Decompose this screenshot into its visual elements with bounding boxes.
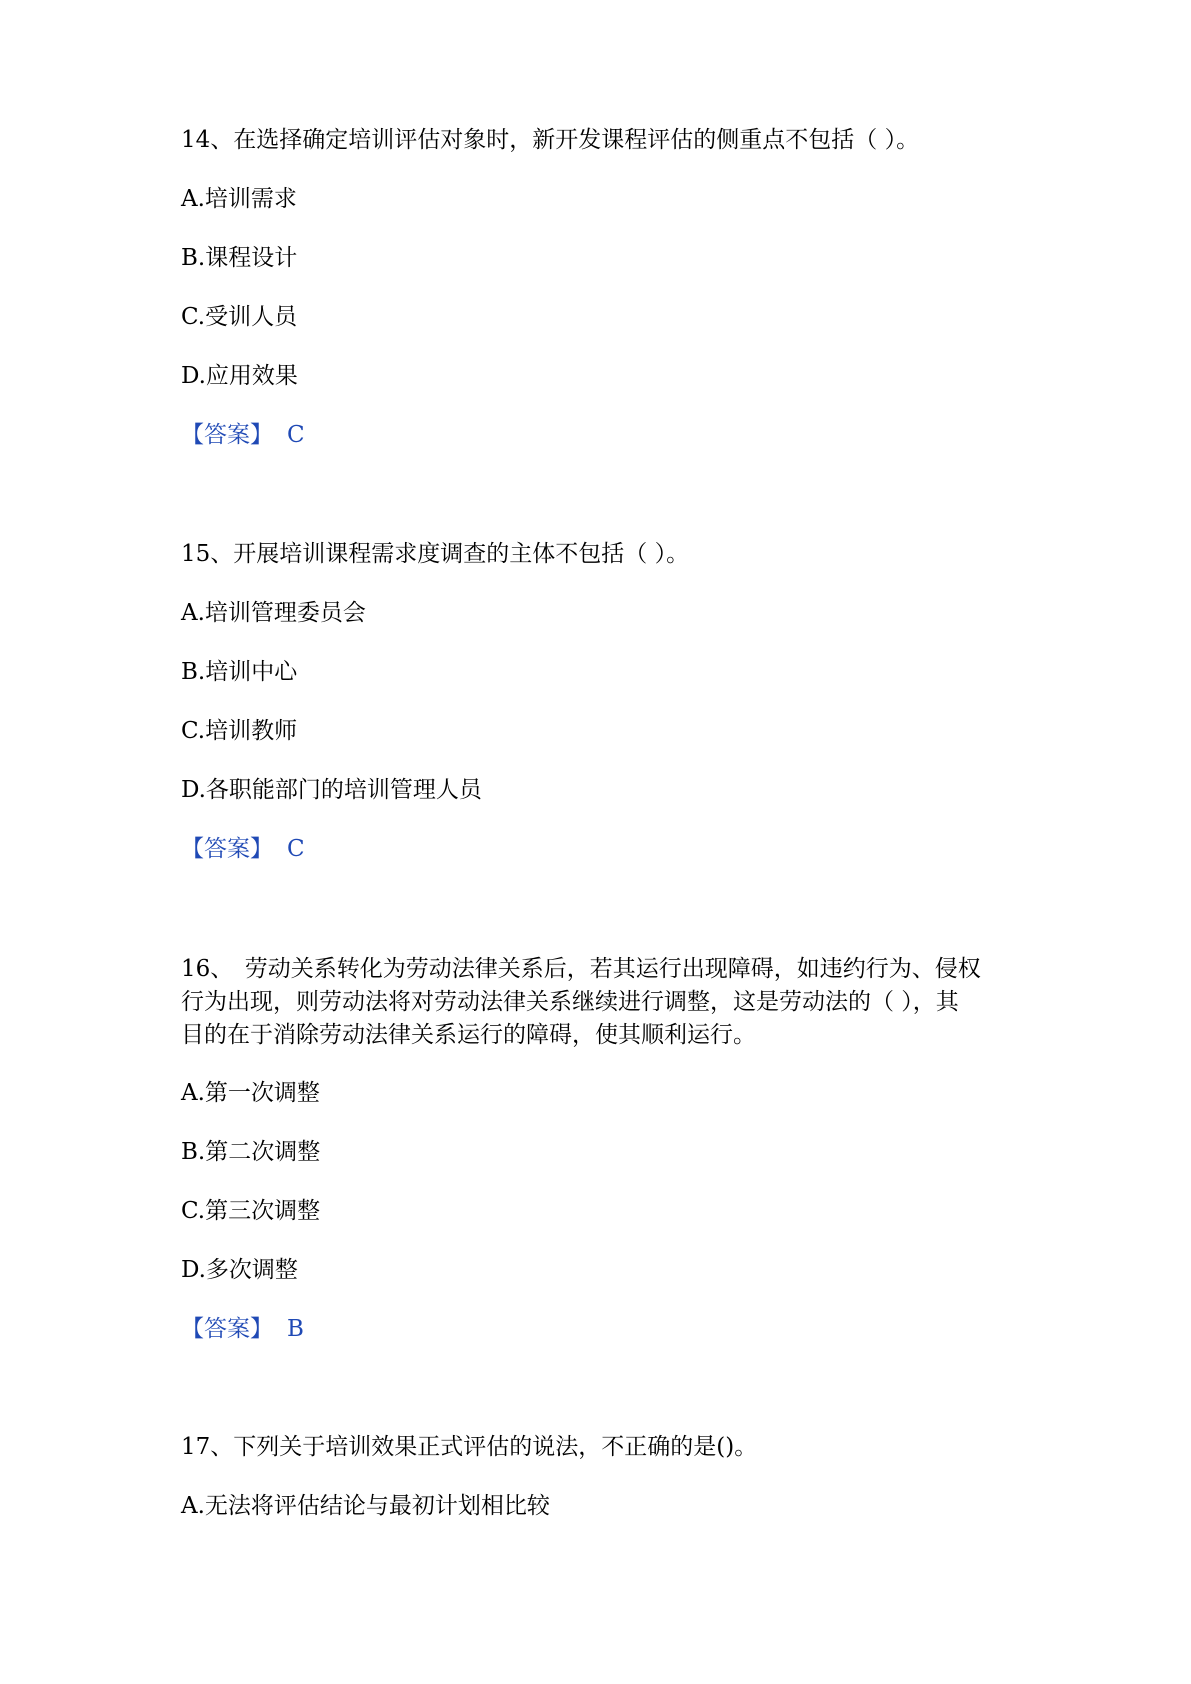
question-16-option-b: B.第二次调整 <box>181 1139 321 1165</box>
question-14-answer <box>181 418 305 452</box>
question-15-option-b: B.培训中心 <box>181 659 298 685</box>
question-16-option-a: A.第一次调整 <box>181 1080 320 1106</box>
question-15-option-a: A.培训管理委员会 <box>181 600 366 626</box>
question-16-stem-line-3: 目的在于消除劳动法律关系运行的障碍，使其顺利运行。 <box>181 1022 756 1048</box>
answer-value: C <box>287 836 305 862</box>
answer-value: B <box>287 1316 304 1342</box>
question-16-option-c: C.第三次调整 <box>181 1198 321 1224</box>
question-16-stem-line-1: 16、 劳动关系转化为劳动法律关系后，若其运行出现障碍，如违约行为、侵权 <box>181 956 981 982</box>
answer-label: 【答案】 <box>181 1316 273 1342</box>
question-15-option-c: C.培训教师 <box>181 718 298 744</box>
question-14-stem: 14、在选择确定培训评估对象时，新开发课程评估的侧重点不包括（ ）。 <box>181 127 920 153</box>
question-14-option-c: C.受训人员 <box>181 304 298 330</box>
question-16-option-d: D.多次调整 <box>181 1257 298 1283</box>
question-16-stem-line-2: 行为出现，则劳动法将对劳动法律关系继续进行调整，这是劳动法的（ ），其 <box>181 989 959 1015</box>
question-15-answer <box>181 832 305 866</box>
question-15-stem: 15、开展培训课程需求度调查的主体不包括（ ）。 <box>181 541 690 567</box>
question-17-stem: 17、下列关于培训效果正式评估的说法，不正确的是()。 <box>181 1434 758 1460</box>
question-15-option-d: D.各职能部门的培训管理人员 <box>181 777 482 803</box>
question-14-option-b: B.课程设计 <box>181 245 298 271</box>
question-16-answer <box>181 1312 304 1346</box>
answer-value: C <box>287 422 305 448</box>
question-17-option-a: A.无法将评估结论与最初计划相比较 <box>181 1493 550 1519</box>
answer-label: 【答案】 <box>181 836 273 862</box>
question-14-option-d: D.应用效果 <box>181 363 298 389</box>
question-14-option-a: A.培训需求 <box>181 186 297 212</box>
answer-label: 【答案】 <box>181 422 273 448</box>
